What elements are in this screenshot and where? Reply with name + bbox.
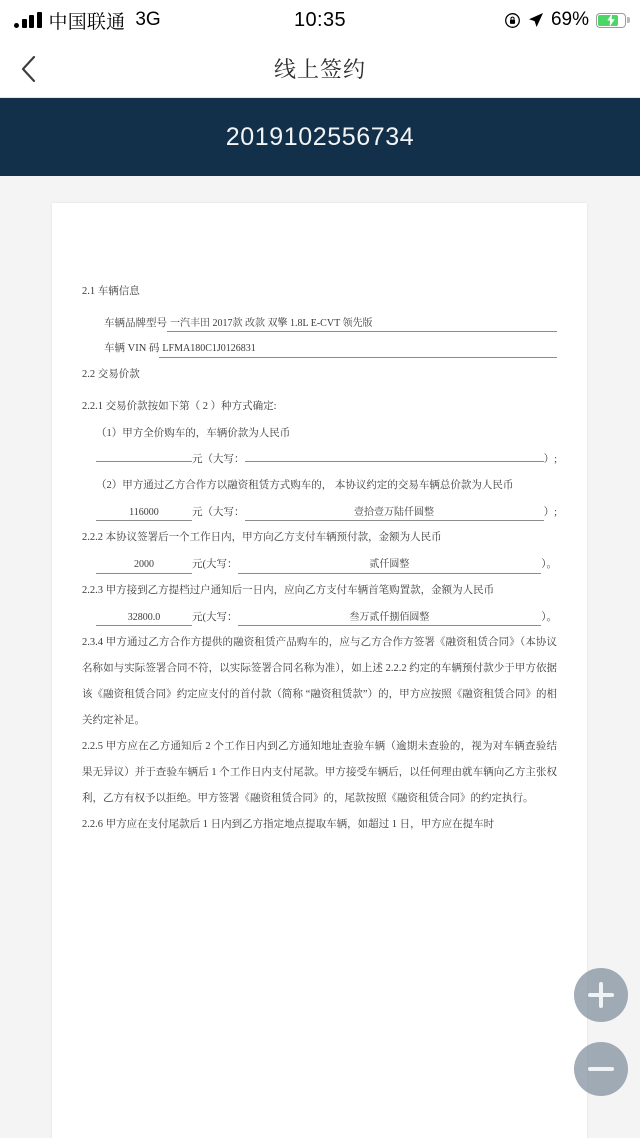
contract-paragraph: （2）甲方通过乙方合作方以融资租赁方式购车的， 本协议约定的交易车辆总价款为人民币 xyxy=(96,480,514,492)
signal-bars-icon xyxy=(14,12,42,28)
amount-field xyxy=(82,500,557,526)
zoom-out-button[interactable] xyxy=(574,1042,628,1096)
contract-paragraph: 2.2.2 本协议签署后一个工作日内，甲方向乙方支付车辆预付款，金额为人民币 xyxy=(82,532,442,544)
status-bar-clock: 10:35 xyxy=(293,8,347,31)
plus-icon-vertical xyxy=(599,982,603,1008)
amount-in-words xyxy=(245,461,544,462)
field-value: LFMA180C1J0126831 xyxy=(159,342,557,358)
field-label: 车辆品牌型号 xyxy=(104,317,167,329)
amount-field xyxy=(82,552,557,578)
amount-tail: ）。 xyxy=(541,559,557,571)
contract-body xyxy=(82,279,557,838)
navigation-bar xyxy=(0,40,640,98)
amount-unit-label: 元（大写： xyxy=(192,506,245,518)
amount-field xyxy=(82,447,557,473)
amount-tail: ）。 xyxy=(541,611,557,623)
section-heading: 2.2 交易价款 xyxy=(82,369,140,381)
amount-number: 116000 xyxy=(96,506,192,522)
section-heading: 2.1 车辆信息 xyxy=(82,286,140,297)
back-button[interactable] xyxy=(0,40,56,98)
amount-tail: ）; xyxy=(543,454,557,466)
page-title: 线上签约 xyxy=(273,57,366,82)
amount-in-words: 贰仟圆整 xyxy=(238,558,542,574)
contract-paragraph: 2.3.4 甲方通过乙方合作方提供的融资租赁产品购车的，应与乙方合作方签署《融资租赁合同》（本协议名称如与实际签署合同不符，以实际签署合同名称为准），如上述 2.2.2 约定的车辆预付款少于甲方依据该《融资租赁合同》约定应支付的首付款（简称 “融资租赁款”）的，甲方应按照《融资租赁合同》的相关约定补足。 xyxy=(82,637,557,726)
battery-percent-label: 69% xyxy=(550,9,589,30)
amount-unit-label: 元（大写： xyxy=(192,454,245,466)
document-scroll-area[interactable] xyxy=(0,176,640,1138)
status-bar-right xyxy=(504,9,626,31)
amount-number: 32800.0 xyxy=(96,611,192,627)
zoom-in-button[interactable] xyxy=(574,968,628,1022)
amount-number: 2000 xyxy=(96,558,192,574)
contract-page xyxy=(52,203,587,1138)
battery-charging-icon xyxy=(596,13,626,28)
contract-paragraph: 2.2.6 甲方应在支付尾款后 1 日内到乙方指定地点提取车辆，如超过 1 日，甲方应在提车时 xyxy=(82,819,495,831)
amount-in-words: 叁万贰仟捌佰圆整 xyxy=(238,611,542,627)
charging-bolt-icon xyxy=(606,14,617,27)
contract-paragraph: 2.2.3 甲方接到乙方提档过户通知后一日内，应向乙方支付车辆首笔购置款，金额为人民币 xyxy=(82,584,495,596)
status-bar xyxy=(0,0,640,40)
amount-field xyxy=(82,605,557,631)
network-type-label: 3G xyxy=(135,9,161,30)
amount-unit-label: 元(大写： xyxy=(192,611,238,623)
amount-number xyxy=(96,461,192,462)
field-value: 一汽丰田 2017款 改款 双擎 1.8L E-CVT 领先版 xyxy=(167,317,557,333)
contract-field xyxy=(82,336,557,362)
status-bar-left xyxy=(14,7,161,34)
contract-paragraph: 2.2.5 甲方应在乙方通知后 2 个工作日内到乙方通知地址查验车辆（逾期未查验的，视为对车辆查验结果无异议）并于查验车辆后 1 个工作日内支付尾款。甲方接受车辆后，以任何理由就车辆向乙方主张权利，乙方有权予以拒绝。甲方签署《融资租赁合同》的，尾款按照《融资租赁合同》的约定执行。 xyxy=(82,741,557,804)
contract-number-banner xyxy=(0,98,640,176)
amount-unit-label: 元(大写： xyxy=(192,559,238,571)
location-arrow-icon xyxy=(528,12,544,28)
amount-in-words: 壹拾壹万陆仟圆整 xyxy=(245,506,544,522)
chevron-left-icon xyxy=(21,56,36,82)
minus-icon xyxy=(588,1067,614,1071)
contract-field xyxy=(82,311,557,337)
carrier-label: 中国联通 xyxy=(48,11,126,33)
field-label: 车辆 VIN 码 xyxy=(104,343,160,355)
contract-paragraph: 2.2.1 交易价款按如下第（ 2 ）种方式确定: xyxy=(82,400,277,412)
amount-tail: ）; xyxy=(543,506,557,518)
rotation-lock-icon xyxy=(504,12,521,29)
contract-number: 2019102556734 xyxy=(225,122,415,151)
contract-paragraph: （1）甲方全价购车的，车辆价款为人民币 xyxy=(96,427,291,439)
